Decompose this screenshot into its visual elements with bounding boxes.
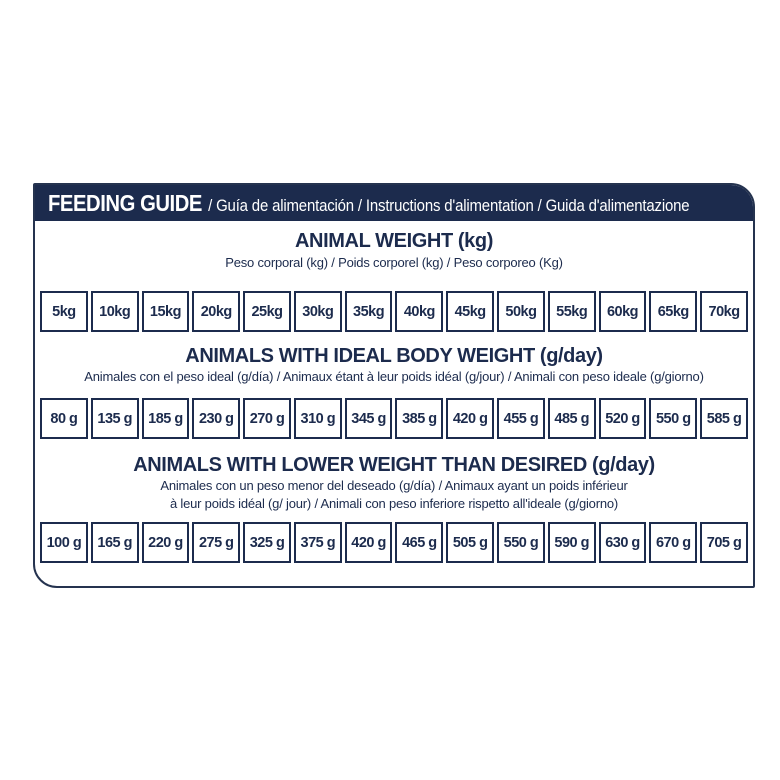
lower-weight-cell: 705 g — [700, 522, 748, 563]
ideal-weight-cell: 230 g — [192, 398, 240, 439]
section-subtitle-line1: Animales con un peso menor del deseado (g/día) / Animaux ayant un poids inférieur — [160, 478, 628, 493]
header-title — [48, 190, 689, 217]
feeding-guide-panel — [33, 183, 755, 588]
animal-weight-cell: 65kg — [649, 291, 697, 332]
section-subtitle: Peso corporal (kg) / Poids corporel (kg) / Peso corporeo (Kg) — [225, 255, 563, 270]
section-title: ANIMALS WITH LOWER WEIGHT THAN DESIRED (g/day) — [133, 454, 655, 476]
ideal-weight-cell: 420 g — [446, 398, 494, 439]
ideal-weight-cell: 520 g — [599, 398, 647, 439]
lower-weight-cell: 670 g — [649, 522, 697, 563]
ideal-weight-cell: 455 g — [497, 398, 545, 439]
ideal-weight-cell: 185 g — [142, 398, 190, 439]
animal-weight-cell: 10kg — [91, 291, 139, 332]
lower-weight-cell: 505 g — [446, 522, 494, 563]
animal-weight-cell: 20kg — [192, 291, 240, 332]
lower-weight-cell: 325 g — [243, 522, 291, 563]
ideal-weight-cell: 585 g — [700, 398, 748, 439]
section-animal-weight — [35, 230, 753, 332]
lower-weight-cell: 375 g — [294, 522, 342, 563]
lower-weight-cell: 165 g — [91, 522, 139, 563]
lower-weight-cell: 550 g — [497, 522, 545, 563]
ideal-weight-cell: 345 g — [345, 398, 393, 439]
ideal-weight-cell: 550 g — [649, 398, 697, 439]
ideal-weight-cell: 485 g — [548, 398, 596, 439]
animal-weight-row — [40, 291, 748, 332]
section-ideal-weight — [35, 345, 753, 439]
lower-weight-cell: 220 g — [142, 522, 190, 563]
section-title: ANIMALS WITH IDEAL BODY WEIGHT (g/day) — [185, 345, 603, 367]
animal-weight-cell: 35kg — [345, 291, 393, 332]
lower-weight-cell: 465 g — [395, 522, 443, 563]
animal-weight-cell: 15kg — [142, 291, 190, 332]
lower-weight-cell: 420 g — [345, 522, 393, 563]
section-lower-weight — [35, 454, 753, 563]
section-title: ANIMAL WEIGHT (kg) — [295, 230, 493, 252]
animal-weight-cell: 30kg — [294, 291, 342, 332]
ideal-weight-cell: 135 g — [91, 398, 139, 439]
ideal-weight-cell: 270 g — [243, 398, 291, 439]
lower-weight-cell: 590 g — [548, 522, 596, 563]
animal-weight-cell: 45kg — [446, 291, 494, 332]
animal-weight-cell: 60kg — [599, 291, 647, 332]
ideal-weight-cell: 80 g — [40, 398, 88, 439]
header-title-main: FEEDING GUIDE — [48, 189, 202, 216]
ideal-weight-cell: 310 g — [294, 398, 342, 439]
animal-weight-cell: 70kg — [700, 291, 748, 332]
animal-weight-cell: 50kg — [497, 291, 545, 332]
lower-weight-cell: 630 g — [599, 522, 647, 563]
lower-weight-cell: 100 g — [40, 522, 88, 563]
section-subtitle: Animales con el peso ideal (g/día) / Animaux étant à leur poids idéal (g/jour) / Animali con peso ideale (g/giorno) — [84, 369, 704, 384]
animal-weight-cell: 40kg — [395, 291, 443, 332]
lower-weight-cell: 275 g — [192, 522, 240, 563]
header-title-translations: / Guía de alimentación / Instructions d'alimentation / Guida d'alimentazione — [208, 195, 690, 215]
feeding-guide-header — [35, 185, 753, 221]
section-subtitle-line2: à leur poids idéal (g/ jour) / Animali con peso inferiore rispetto all'ideale (g/giorno) — [169, 496, 619, 511]
lower-weight-row — [40, 522, 748, 563]
animal-weight-cell: 55kg — [548, 291, 596, 332]
animal-weight-cell: 5kg — [40, 291, 88, 332]
ideal-weight-row — [40, 398, 748, 439]
animal-weight-cell: 25kg — [243, 291, 291, 332]
ideal-weight-cell: 385 g — [395, 398, 443, 439]
